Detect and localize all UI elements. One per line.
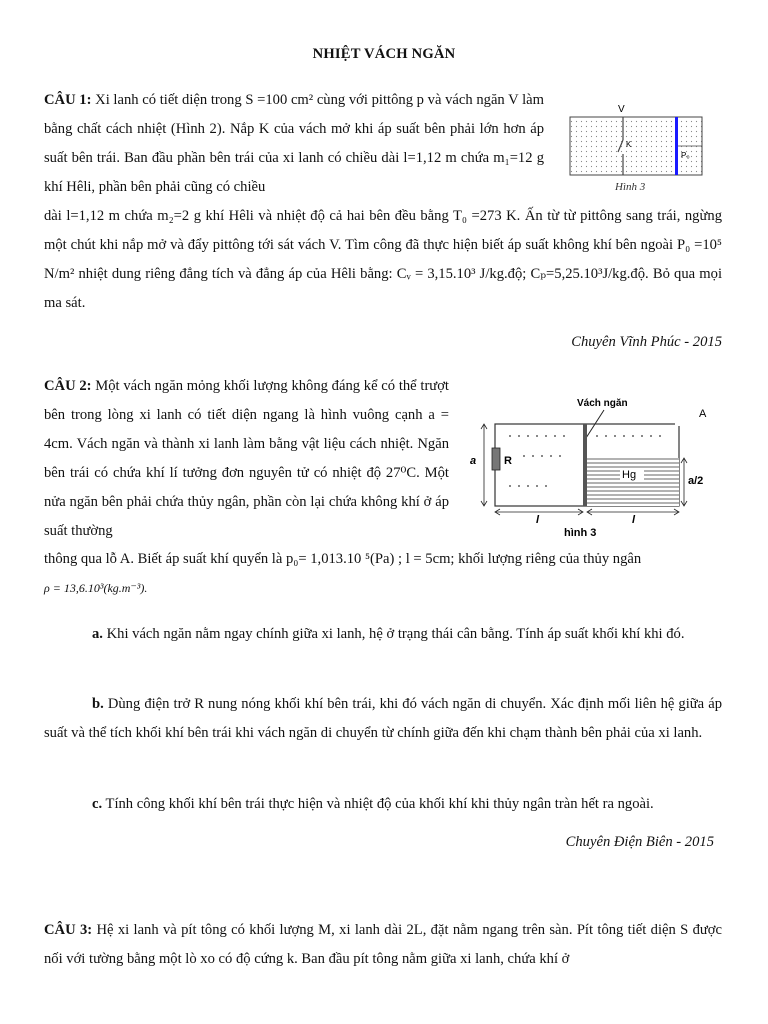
q1-fig-label-v: V	[618, 104, 625, 115]
q2-figure	[462, 392, 724, 540]
q2-part-b-text: Dùng điện trở R nung nóng khối khí bên trái, khi đó vách ngăn di chuyển. Xác định mối liên hệ giữa áp suất và thể tích khối khí bên trái khi vách ngăn di chuyển từ chính giữa đến khi chạm thành bên phải của xi lanh.	[44, 696, 722, 741]
q1-source: Chuyên Vĩnh Phúc - 2015	[571, 334, 722, 350]
q2-part-b	[44, 690, 722, 748]
q2-part-c-label: c.	[92, 796, 103, 812]
q2-text-a: Một vách ngăn mỏng khối lượng không đáng kể có thể trượt bên trong lòng xi lanh có tiết diện ngang là hình vuông cạnh a = 4cm. Vách ngăn và thành xi lanh làm bằng vật liệu cách nhiệt. Ngăn bên trái có chứa khí lí tưởng đơn nguyên tử có nhiệt độ 27⁰C. Một nửa ngăn bên phải chứa thủy ngân, phần còn lại chứa không khí ở áp suất thường	[44, 378, 449, 539]
q2-part-a-label: a.	[92, 626, 103, 642]
q1-paragraph	[44, 86, 544, 202]
q2-source: Chuyên Điện Biên - 2015	[565, 834, 714, 850]
q2-fig-label-r: R	[504, 455, 512, 467]
q3-paragraph	[44, 916, 722, 974]
q2-partition	[583, 424, 587, 506]
q2-text-b: thông qua lỗ A. Biết áp suất khí quyển là p₀= 1,013.10 ⁵(Pa) ; l = 5cm; khối lượng riêng của thủy ngân	[44, 551, 642, 567]
q2-part-a	[44, 620, 722, 649]
q2-fig-caption: hình 3	[564, 527, 597, 539]
q2-fig-label-l2: l	[632, 514, 636, 526]
q2-fig-label-a: a	[470, 455, 477, 467]
q2-rho: ρ = 13,6.10³(kg.m⁻³).	[44, 581, 148, 595]
q1-paragraph-cont: dài l=1,12 m chứa m₂=2 g khí Hêli và nhiệt độ cả hai bên đều bằng T₀ =273 K. Ấn từ từ pittông sang trái, ngừng một chút khi nắp mở và đẩy pittông tới sát vách V. Tìm công đã thực hiện biết áp suất không khí bên ngoài P₀ =10⁵ N/m² nhiệt dung riêng đẳng tích và đẳng áp của Hêli bằng: Cᵥ = 3,15.10³ J/kg.độ; Cₚ=5,25.10³J/kg.độ. Bỏ qua mọi ma sát.	[44, 208, 722, 311]
q2-fig-label-hole: A	[699, 408, 707, 420]
q2-paragraph-cont	[44, 545, 722, 603]
q2-part-b-label: b.	[92, 696, 104, 712]
q2-paragraph	[44, 372, 449, 546]
q3-text: Hệ xi lanh và pít tông có khối lượng M, xi lanh dài 2L, đặt nằm ngang trên sàn. Pít tông tiết diện S được nối với tường bằng một lò xo có độ cứng k. Ban đầu pít tông nằm giữa xi lanh, chứa khí ở	[44, 922, 722, 967]
q1-fig-caption: Hình 3	[615, 181, 646, 193]
q2-part-c	[44, 790, 722, 819]
q2-fig-label-hg: Hg	[622, 469, 637, 481]
q2-hole	[675, 422, 681, 426]
q2-resistor	[492, 448, 500, 470]
q1-label: CÂU 1:	[44, 92, 92, 108]
q3-label: CÂU 3:	[44, 922, 93, 938]
q2-part-a-text: Khi vách ngăn nằm ngay chính giữa xi lanh, hệ ở trạng thái cân bằng. Tính áp suất khối khí khi đó.	[102, 626, 685, 642]
q2-mercury	[587, 458, 679, 506]
q1-fig-label-k: K	[626, 140, 632, 149]
q2-label: CÂU 2:	[44, 378, 92, 394]
q2-fig-label-l1: l	[536, 514, 540, 526]
q2-fig-label-half: a/2	[688, 475, 704, 487]
q2-fig-label-wall: Vách ngăn	[577, 398, 628, 409]
q1-fig-label-p: P₀	[681, 151, 690, 160]
q1-piston	[675, 117, 678, 175]
q1-text-a: Xi lanh có tiết diện trong S =100 cm² cùng với pittông p và vách ngăn V làm bằng chất cách nhiệt (Hình 2). Nắp K của vách mở khi áp suất bên phải lớn hơn áp suất bên trái. Ban đầu phần bên trái của xi lanh có chiều dài l=1,12 m chứa m₁=12 g khí Hêli, phần bên phải cũng có chiều	[44, 92, 544, 195]
q1-figure	[560, 100, 720, 196]
q2-part-c-text: Tính công khối khí bên trái thực hiện và nhiệt độ của khối khí khi thủy ngân tràn hết ra ngoài.	[102, 796, 654, 812]
page-title: NHIỆT VÁCH NGĂN	[312, 46, 456, 62]
